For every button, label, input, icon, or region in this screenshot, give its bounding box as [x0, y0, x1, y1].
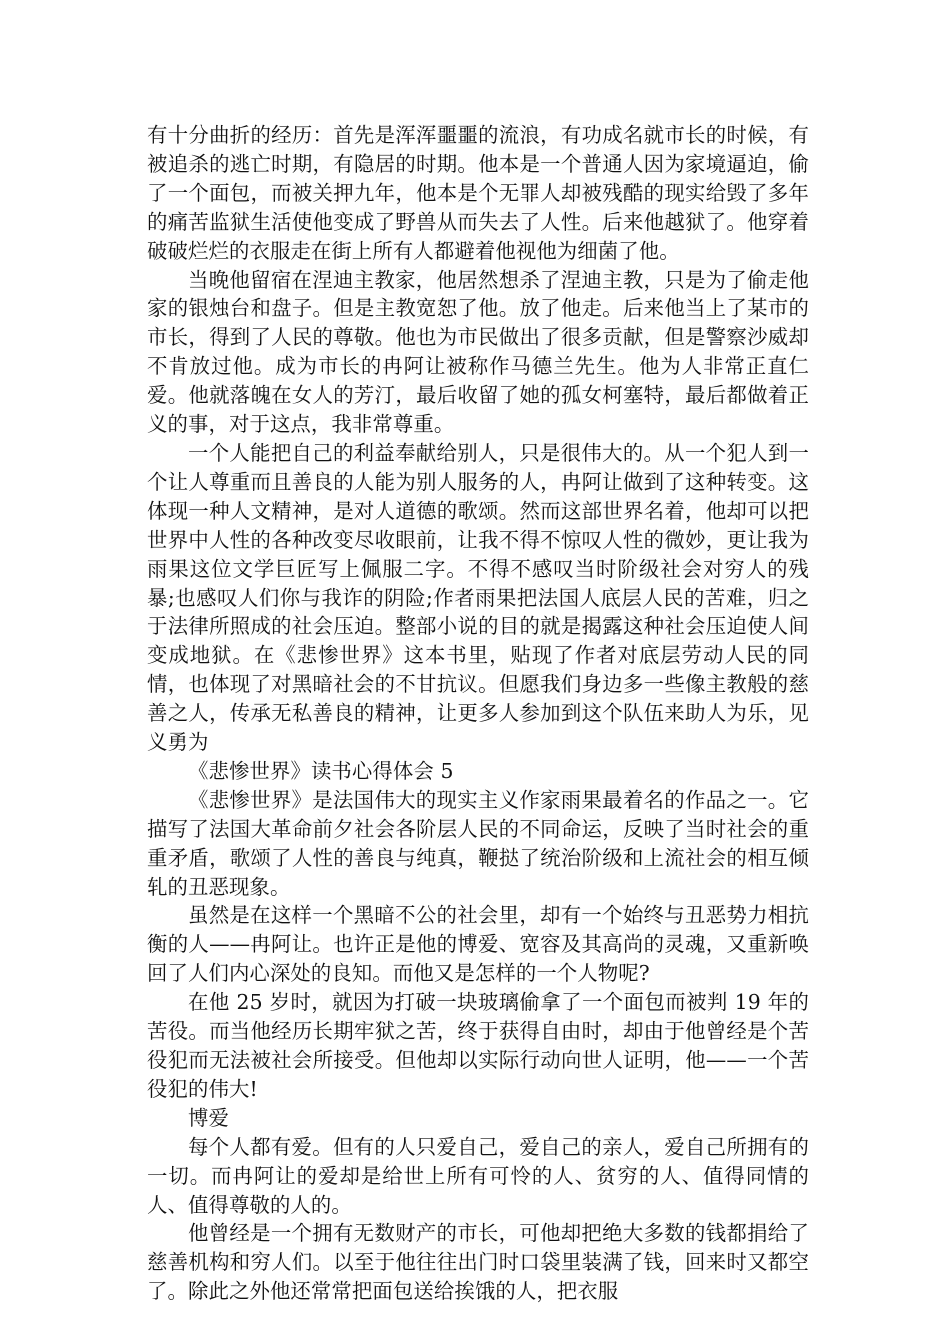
- paragraph-continued-life-story: 有十分曲折的经历：首先是浑浑噩噩的流浪，有功成名就市长的时候，有被追杀的逃亡时期，有隐居的时期。他本是一个普通人因为家境逼迫，偷了一个面包，而被关押九年，他本是个无罪人却被残酷的现实给毁了多年的痛苦监狱生活使他变成了野兽从而失去了人性。后来他越狱了。他穿着破破烂烂的衣服走在街上所有人都避着他视他为细菌了他。: [147, 123, 809, 263]
- paragraph-hard-labor: 在他 25 岁时，就因为打破一块玻璃偷拿了一个面包而被判 19 年的苦役。而当他经历长期牢狱之苦，终于获得自由时，却由于他曾经是个苦役犯而无法被社会所接受。但他却以实际行动向世人证明，他——一个苦役犯的伟大!: [147, 990, 809, 1101]
- paragraph-novel-introduction: 《悲惨世界》是法国伟大的现实主义作家雨果最着名的作品之一。它描写了法国大革命前夕社会各阶层人民的不同命运，反映了当时社会的重重矛盾，歌颂了人性的善良与纯真，鞭挞了统治阶级和上流社会的相互倾轧的丑恶现象。: [147, 787, 809, 899]
- section-heading-reflection-5: 《悲惨世界》读书心得体会 5: [188, 758, 454, 783]
- paragraph-bishop-mercy: 当晚他留宿在涅迪主教家，他居然想杀了涅迪主教，只是为了偷走他家的银烛台和盘子。但是主教宽恕了他。放了他走。后来他当上了某市的市长，得到了人民的尊敬。他也为市民做出了很多贡献，但是警察沙威却不肯放过他。成为市长的冉阿让被称作马德兰先生。他为人非常正直仁爱。他就落魄在女人的芳汀，最后收留了她的孤女柯塞特，最后都做着正义的事，对于这点，我非常尊重。: [147, 267, 809, 437]
- document-body: [147, 121, 809, 1306]
- paragraph-love-for-all: 每个人都有爱。但有的人只爱自己，爱自己的亲人，爱自己所拥有的一切。而冉阿让的爱却是给世上所有可怜的人、贫穷的人、值得同情的人、值得尊敬的人的。: [147, 1134, 809, 1217]
- paragraph-humanist-spirit: 一个人能把自己的利益奉献给别人，只是很伟大的。从一个犯人到一个让人尊重而且善良的人能为别人服务的人，冉阿让做到了这种转变。这体现一种人文精神，是对人道德的歌颂。然而这部世界名着，他却可以把世界中人性的各种改变尽收眼前，让我不得不惊叹人性的微妙，更让我为雨果这位文学巨匠写上佩服二字。不得不感叹当时阶级社会对穷人的残暴;也感叹人们你与我诈的阴险;作者雨果把法国人底层人民的苦难，归之于法律所照成的社会压迫。整部小说的目的就是揭露这种社会压迫使人间变成地狱。在《悲惨世界》这本书里，贴现了作者对底层劳动人民的同情，也体现了对黑暗社会的不甘抗议。但愿我们身边多一些像主教般的慈善之人，传承无私善良的精神，让更多人参加到这个队伍来助人为乐，见义勇为: [147, 440, 809, 755]
- paragraph-mayor-charity: 他曾经是一个拥有无数财产的市长，可他却把绝大多数的钱都捐给了慈善机构和穷人们。以至于他往往出门时口袋里装满了钱，回来时又都空了。除此之外他还常常把面包送给挨饿的人，把衣服: [147, 1221, 809, 1304]
- paragraph-jean-valjean-conscience: 虽然是在这样一个黑暗不公的社会里，却有一个始终与丑恶势力相抗衡的人——冉阿让。也许正是他的博爱、宽容及其高尚的灵魂，又重新唤回了人们内心深处的良知。而他又是怎样的一个人物呢?: [147, 903, 809, 986]
- subheading-universal-love: 博爱: [188, 1105, 229, 1130]
